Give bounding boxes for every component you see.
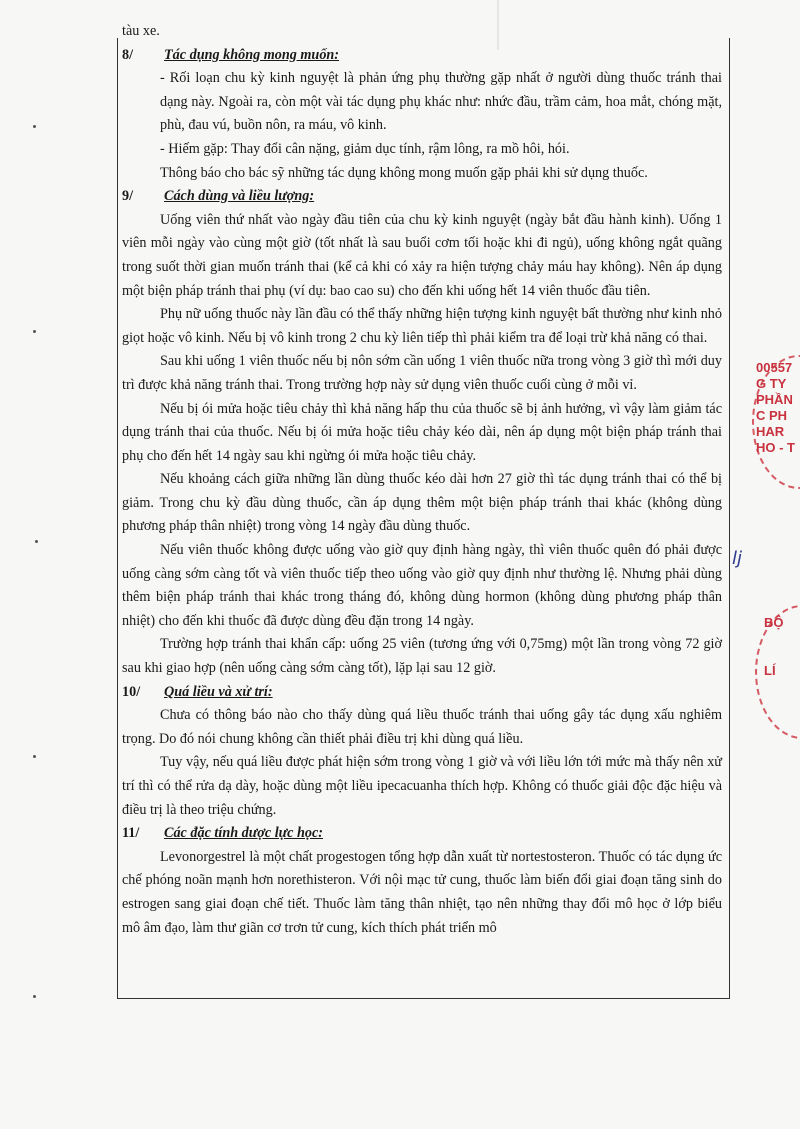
section-heading bbox=[122, 185, 722, 209]
margin-speck bbox=[35, 540, 38, 543]
section-title: Các đặc tính dược lực học: bbox=[164, 825, 323, 842]
paragraph: - Rối loạn chu kỳ kinh nguyệt là phản ứng phụ thường gặp nhất ở người dùng thuốc tránh thai dạng này. Ngoài ra, còn một vài tác dụng phụ khác như: nhức đầu, trầm cảm, hoa mắt, chóng mặt, phù, đau vú, buồn nôn, ra máu, vô kinh. bbox=[160, 70, 722, 134]
top-fragment: tàu xe. bbox=[122, 23, 160, 39]
ministry-stamp: BỘ LÍ bbox=[764, 615, 784, 678]
paragraph: Uống viên thứ nhất vào ngày đầu tiên của chu kỳ kinh nguyệt (ngày bắt đầu hành kinh). Uống 1 viên mỗi ngày vào cùng một giờ (tốt nhất là sau buổi cơm tối hoặc khi đi ngủ), uống không ngắt quãng trong suốt thời gian muốn tránh thai (kể cả khi có xảy ra hiện tượng chảy máu hay không). Nên áp dụng một biện pháp tránh thai phụ (ví dụ: bao cao su) cho đến khi uống hết 14 viên thuốc đầu tiên. bbox=[122, 211, 722, 299]
paragraph: Trường hợp tránh thai khẩn cấp: uống 25 viên (tương ứng với 0,75mg) một lần trong vòng 72 giờ sau khi giao hợp (nên uống càng sớm càng tốt), lặp lại sau 12 giờ. bbox=[122, 636, 722, 677]
margin-speck bbox=[33, 995, 36, 998]
section-number: 8/ bbox=[122, 46, 134, 63]
paragraph: Thông báo cho bác sỹ những tác dụng không mong muốn gặp phải khi sử dụng thuốc. bbox=[160, 164, 648, 181]
section-heading bbox=[122, 44, 722, 68]
paragraph: Nếu bị ói mửa hoặc tiêu chảy thì khả năng hấp thu của thuốc sẽ bị ảnh hưởng, vì vậy làm giảm tác dụng tránh thai của thuốc. Nếu bị ói mửa hoặc tiêu chảy kéo dài, nên áp dụng một biện pháp tránh thai phụ cho đến hết 14 ngày sau khi ngừng ói mửa hoặc tiêu chảy. bbox=[122, 400, 722, 464]
paragraph: - Hiếm gặp: Thay đổi cân nặng, giảm dục tính, rậm lông, ra mồ hôi, hói. bbox=[160, 140, 570, 157]
section-title: Quá liều và xử trí: bbox=[164, 683, 273, 700]
paragraph: Sau khi uống 1 viên thuốc nếu bị nôn sớm cần uống 1 viên thuốc nữa trong vòng 3 giờ thì mới duy trì được khả năng tránh thai. Trong trường hợp này sử dụng viên thuốc cuối cùng ở mỗi vỉ. bbox=[122, 353, 722, 393]
paragraph: Tuy vậy, nếu quá liều được phát hiện sớm trong vòng 1 giờ và với liều lớn tới mức mà thấy nên xử trí thì có thể rửa dạ dày, hoặc dùng một liều ipecacuanha thích hợp. Không có thuốc giải độc đặc hiệu và điều trị là theo triệu chứng. bbox=[122, 754, 722, 818]
section-title: Cách dùng và liều lượng: bbox=[164, 188, 315, 205]
paragraph: Phụ nữ uống thuốc này lần đầu có thể thấy những hiện tượng kinh nguyệt bất thường như kinh nhỏ giọt hoặc vô kinh. Nếu bị vô kinh trong 2 chu kỳ liên tiếp thì phải kiểm tra để loại trừ khả năng có thai. bbox=[122, 306, 722, 346]
section-heading bbox=[122, 681, 722, 705]
section-title: Tác dụng không mong muốn: bbox=[164, 46, 340, 63]
section-number: 9/ bbox=[122, 188, 134, 205]
paragraph: Chưa có thông báo nào cho thấy dùng quá liều thuốc tránh thai uống gây tác dụng xấu nghiêm trọng. Do đó nói chung không cần thiết phải điều trị khi dùng quá liều. bbox=[122, 707, 722, 747]
section-heading bbox=[122, 822, 722, 846]
paragraph: Levonorgestrel là một chất progestogen tổng hợp dẫn xuất từ nortestosteron. Thuốc có tác dụng ức chế phóng noãn mạnh hơn norethisteron. Với nội mạc tử cung, thuốc làm biến đổi giai đoạn tăng sinh do estrogen sang giai đoạn chế tiết. Thuốc làm tăng thân nhiệt, tạo nên những thay đổi mô học ở lớp biểu mô âm đạo, làm thư giãn cơ trơn tử cung, kích thích phát triển mô bbox=[122, 848, 722, 936]
margin-speck bbox=[33, 755, 36, 758]
company-stamp: 00557 G TY PHẦN C PH HAR HO - T bbox=[756, 360, 795, 455]
section-number: 10/ bbox=[122, 683, 141, 700]
handwritten-mark: lj bbox=[732, 548, 743, 569]
document-body bbox=[122, 20, 722, 940]
section-number: 11/ bbox=[122, 825, 140, 842]
paragraph: Nếu viên thuốc không được uống vào giờ quy định hàng ngày, thì viên thuốc quên đó phải được uống càng sớm càng tốt và viên thuốc tiếp theo uống vào giờ quy định như thường lệ. Nhưng phải dùng thêm biện pháp tránh thai khác trong tháng đó, không dùng hormon (không dùng phương pháp thân nhiệt) cho đến khi thuốc đã được dùng đều đặn trong 14 ngày. bbox=[122, 542, 722, 629]
paragraph: Nếu khoảng cách giữa những lần dùng thuốc kéo dài hơn 27 giờ thì tác dụng tránh thai có thể bị giảm. Trong chu kỳ đầu dùng thuốc, cần áp dụng thêm một biện pháp tránh thai khác (không dùng phương pháp thân nhiệt) trong vòng 14 ngày đầu dùng thuốc. bbox=[122, 471, 722, 535]
margin-speck bbox=[33, 125, 36, 128]
margin-speck bbox=[33, 330, 36, 333]
